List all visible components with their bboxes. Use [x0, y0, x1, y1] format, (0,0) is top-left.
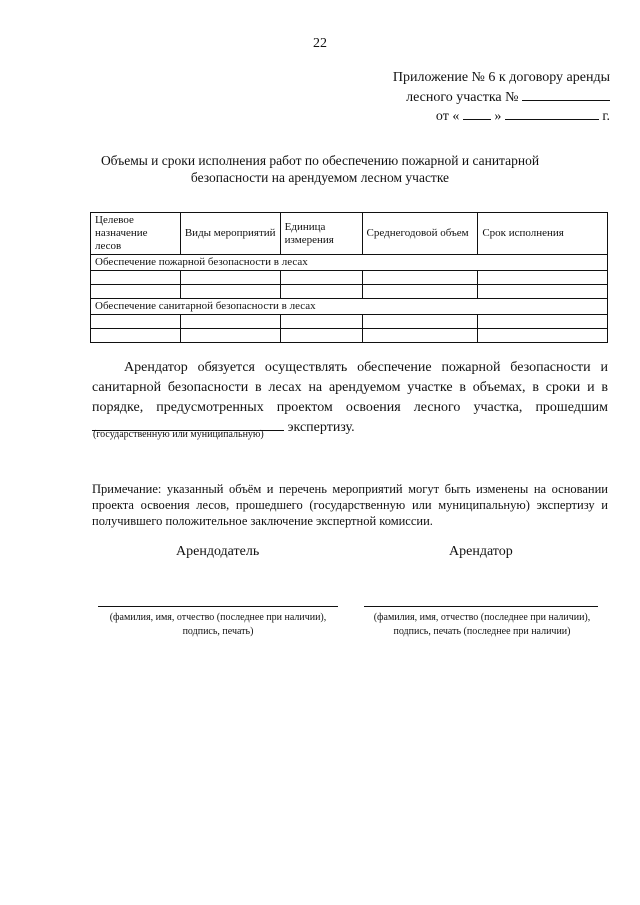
tenant-caption-line-2: подпись, печать (последнее при наличии) — [393, 626, 571, 637]
appendix-line-2 — [406, 88, 610, 106]
table-row — [91, 271, 608, 285]
tenant-signature-line — [364, 606, 598, 607]
header-activity-types: Виды мероприятий — [180, 213, 280, 255]
header-unit: Единица измерения — [280, 213, 362, 255]
landlord-caption-line-1: (фамилия, имя, отчество (последнее при наличии), — [109, 612, 327, 623]
date-close-quote: » — [494, 109, 502, 124]
section-row-fire — [91, 255, 608, 271]
table-header-row — [91, 213, 608, 255]
landlord-signature-caption — [88, 611, 348, 639]
expertise-caption: (государственную или муниципальную) — [93, 429, 264, 440]
lot-number-blank — [522, 88, 610, 101]
section-row-sanitary — [91, 299, 608, 315]
tenant-caption-line-1: (фамилия, имя, отчество (последнее при наличии), — [373, 612, 591, 623]
table-row — [91, 285, 608, 299]
section-sanitary-safety: Обеспечение санитарной безопасности в лесах — [91, 299, 608, 315]
landlord-caption-line-2: подпись, печать) — [182, 626, 254, 637]
appendix-lot-label: лесного участка № — [406, 90, 519, 105]
table-row — [91, 315, 608, 329]
note-paragraph: Примечание: указанный объём и перечень мероприятий могут быть изменены на основании проекта освоения лесов, прошедшего (государственную или муниципальную) экспертизу и получившего положительное заключение экспертной комиссии. — [92, 482, 608, 528]
document-title — [60, 152, 580, 186]
appendix-line-3 — [436, 107, 610, 125]
appendix-line-1: Приложение № 6 к договору аренды — [392, 70, 610, 85]
section-fire-safety: Обеспечение пожарной безопасности в лесах — [91, 255, 608, 271]
title-line-2: безопасности на арендуемом лесном участке — [190, 170, 450, 185]
obligation-tail: экспертизу. — [287, 420, 355, 435]
page-number: 22 — [313, 36, 327, 51]
header-deadline: Срок исполнения — [478, 213, 608, 255]
date-open-quote: от « — [435, 109, 460, 124]
year-suffix: г. — [602, 109, 610, 124]
tenant-signature-caption — [352, 611, 612, 639]
month-year-blank — [505, 107, 599, 120]
obligation-paragraph — [92, 358, 608, 438]
landlord-label: Арендодатель — [176, 544, 260, 559]
landlord-signature-line — [98, 606, 338, 607]
header-annual-volume: Среднегодовой объем — [362, 213, 478, 255]
title-line-1: Объемы и сроки исполнения работ по обеспечению пожарной и санитарной — [100, 153, 540, 168]
header-forest-purpose: Целевое назначение лесов — [91, 213, 181, 255]
day-blank — [463, 107, 491, 120]
volumes-table — [90, 212, 608, 343]
tenant-label: Арендатор — [449, 544, 513, 559]
obligation-text: Арендатор обязуется осуществлять обеспечение пожарной безопасности и санитарной безопасности в лесах на арендуемом участке в объемах, в сроки и в порядке, предусмотренных проектом освоения лесного участка, прошедшим — [92, 360, 608, 415]
table-row — [91, 329, 608, 343]
